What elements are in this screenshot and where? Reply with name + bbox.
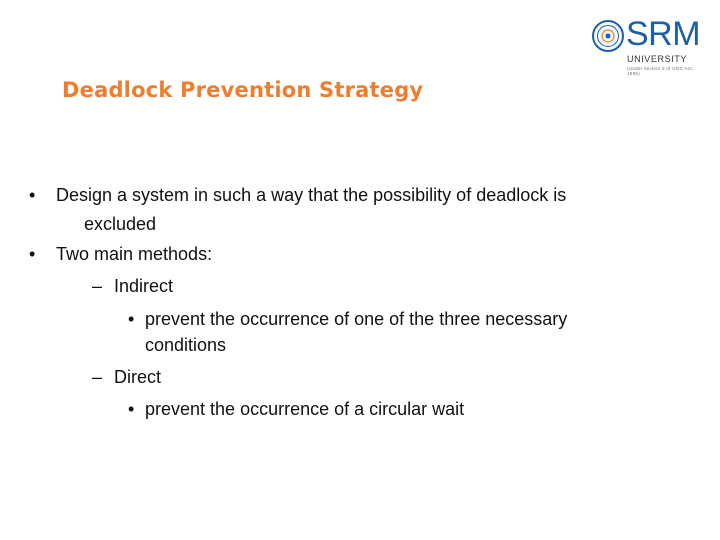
sub-sub-bullet-text: prevent the occurrence of one of the three necessary [145, 309, 568, 329]
sub-sub-bullet-text-continuation: conditions [145, 335, 227, 355]
sub-bullet-marker: – [92, 276, 103, 296]
sub-sub-bullet-text: prevent the occurrence of a circular wait [145, 399, 465, 419]
sub-bullet-text: Indirect [114, 276, 174, 296]
bullet-text: Two main methods: [56, 244, 213, 264]
logo-subtitle: UNIVERSITY [627, 54, 688, 64]
logo-name: SRM [626, 15, 701, 53]
sub-bullet-text: Direct [114, 367, 162, 387]
university-seal-icon [592, 20, 624, 52]
sub-bullet-marker: – [92, 367, 103, 387]
sub-sub-bullet-marker: • [128, 399, 135, 419]
bullet-text: Design a system in such a way that the possibility of deadlock is [56, 185, 567, 205]
srm-university-logo [592, 15, 702, 76]
sub-sub-bullet-marker: • [128, 309, 135, 329]
bullet-marker: • [29, 185, 36, 205]
slide-title: Deadlock Prevention Strategy [62, 78, 424, 102]
logo-tagline: (Under section 3 of UGC Act, 1956) [627, 66, 694, 76]
bullet-marker: • [29, 244, 36, 264]
bullet-text-continuation: excluded [84, 214, 157, 234]
